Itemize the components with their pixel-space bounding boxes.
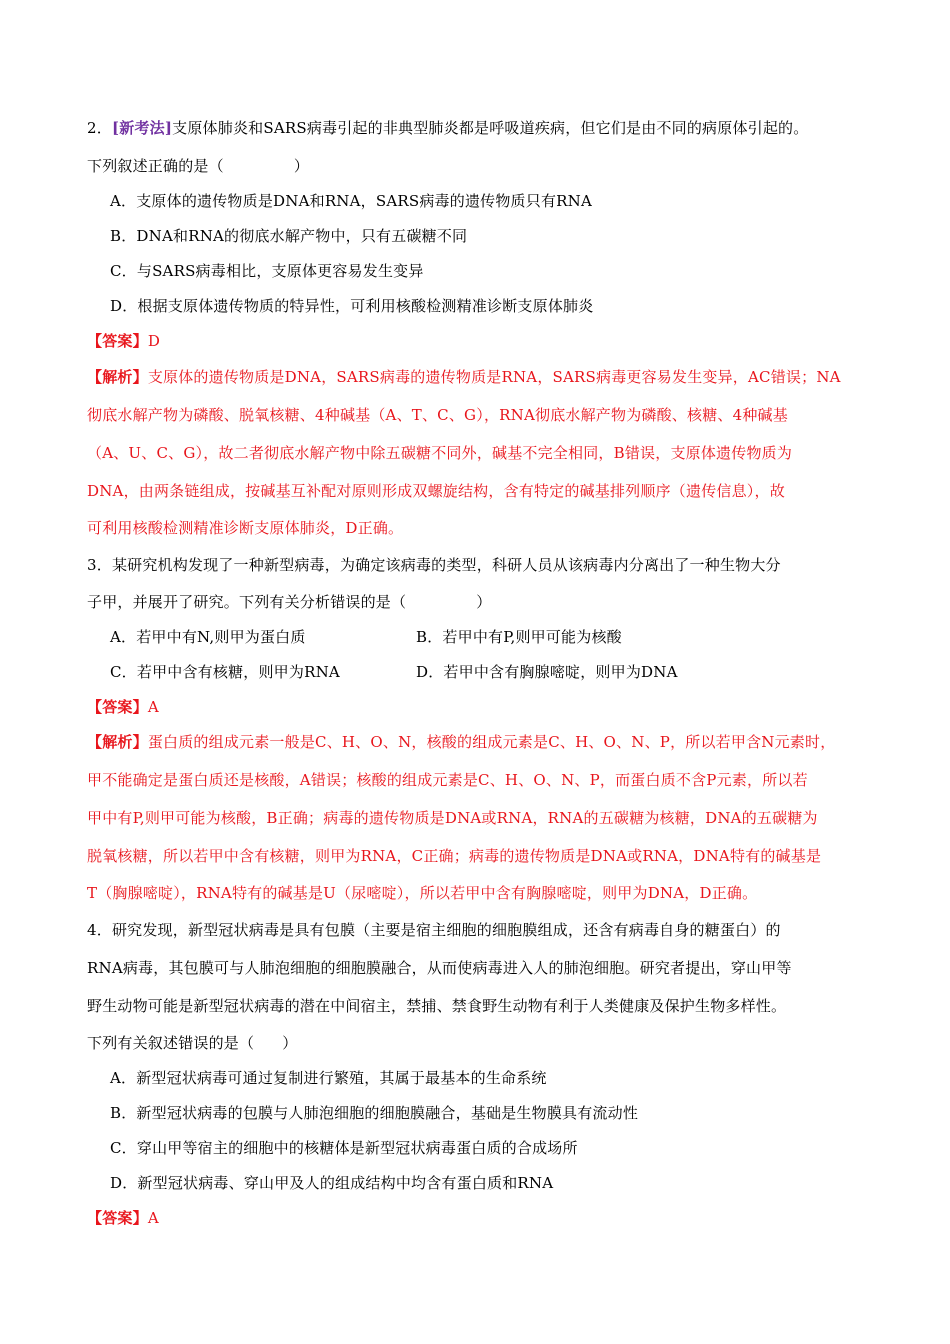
q4-stem-line2: RNA病毒，其包膜可与人肺泡细胞的细胞膜融合，从而使病毒进入人的肺泡细胞。研究者提出，穿山甲等: [87, 959, 792, 977]
q3-analysis-line4: 脱氧核糖，所以若甲中含有核糖，则甲为RNA，C正确；病毒的遗传物质是DNA或RNA，DNA特有的碱基是: [87, 847, 822, 865]
q4-option-b: B．新型冠状病毒的包膜与人肺泡细胞的细胞膜融合，基础是生物膜具有流动性: [110, 1104, 639, 1122]
q2-analysis-line5: 可利用核酸检测精准诊断支原体肺炎，D正确。: [87, 519, 404, 537]
q3-option-d: D．若甲中含有胸腺嘧啶，则甲为DNA: [416, 663, 678, 681]
analysis-text: 蛋白质的组成元素一般是C、H、O、N，核酸的组成元素是C、H、O、N、P，所以若甲含N元素时，: [147, 733, 836, 751]
q4-stem-close: ）: [282, 1034, 298, 1052]
q2-answer: [87, 331, 160, 351]
q2-stem-text: 支原体肺炎和SARS病毒引起的非典型肺炎都是呼吸道疾病，但它们是由不同的病原体引起的。: [172, 119, 809, 137]
q2-number: 2．: [87, 119, 112, 137]
q4-stem-line3: 野生动物可能是新型冠状病毒的潜在中间宿主，禁捕、禁食野生动物有利于人类健康及保护生物多样性。: [87, 997, 787, 1015]
q3-stem-text-2: 子甲，并展开了研究。下列有关分析错误的是（: [87, 593, 407, 611]
q4-stem-line4: [87, 1033, 297, 1053]
q2-analysis-line4: DNA，由两条链组成，按碱基互补配对原则形成双螺旋结构，含有特定的碱基排列顺序（遗传信息），故: [87, 482, 785, 500]
q3-analysis-line1: [87, 732, 835, 752]
q3-option-a: A．若甲中有N,则甲为蛋白质: [110, 628, 306, 646]
analysis-text: 支原体的遗传物质是DNA，SARS病毒的遗传物质是RNA，SARS病毒更容易发生变异，AC错误；NA: [147, 368, 841, 386]
q4-option-d: D．新型冠状病毒、穿山甲及人的组成结构中均含有蛋白质和RNA: [110, 1174, 554, 1192]
q4-option-c: C．穿山甲等宿主的细胞中的核糖体是新型冠状病毒蛋白质的合成场所: [110, 1139, 578, 1157]
answer-value: A: [147, 698, 159, 716]
q2-analysis-line1: [87, 367, 841, 387]
q3-stem-close: ）: [476, 593, 492, 611]
q2-option-a: A．支原体的遗传物质是DNA和RNA，SARS病毒的遗传物质只有RNA: [110, 192, 592, 210]
q3-option-c: C．若甲中含有核糖，则甲为RNA: [110, 663, 340, 681]
q3-options-row2: [110, 662, 830, 682]
q4-answer: [87, 1208, 159, 1228]
q2-stem-close: ）: [293, 157, 310, 175]
q3-analysis-line2: 甲不能确定是蛋白质还是核酸，A错误；核酸的组成元素是C、H、O、N、P，而蛋白质不含P元素，所以若: [87, 771, 808, 789]
q2-analysis-line2: 彻底水解产物为磷酸、脱氧核糖、4种碱基（A、T、C、G），RNA彻底水解产物为磷酸、核糖、4种碱基: [87, 406, 788, 424]
answer-tag: 【答案】: [87, 1209, 148, 1227]
answer-value: A: [147, 1209, 159, 1227]
q3-stem-line2: [87, 592, 491, 612]
q2-option-d: D．根据支原体遗传物质的特异性，可利用核酸检测精准诊断支原体肺炎: [110, 297, 594, 315]
q4-option-a: A．新型冠状病毒可通过复制进行繁殖，其属于最基本的生命系统: [110, 1069, 547, 1087]
q2-stem-line1: [87, 118, 808, 138]
q4-stem-line1: [87, 920, 781, 940]
q3-option-b: B．若甲中有P,则甲可能为核酸: [416, 628, 622, 646]
q2-stem-line2: [87, 156, 309, 176]
answer-tag: 【答案】: [87, 698, 148, 716]
q3-number: 3．: [87, 556, 112, 574]
q3-analysis-line3: 甲中有P,则甲可能为核酸，B正确；病毒的遗传物质是DNA或RNA，RNA的五碳糖为核糖，DNA的五碳糖为: [87, 809, 818, 827]
q2-analysis-line3: （A、U、C、G），故二者彻底水解产物中除五碳糖不同外，碱基不完全相同，B错误，支原体遗传物质为: [87, 444, 793, 462]
answer-value: D: [147, 332, 161, 350]
q4-number: 4．: [87, 921, 112, 939]
q2-new-method-tag: [新考法]: [111, 119, 173, 137]
q3-options-row1: [110, 627, 830, 647]
q2-stem-text-2: 下列叙述正确的是（: [87, 157, 224, 175]
q3-stem-text: 某研究机构发现了一种新型病毒，为确定该病毒的类型，科研人员从该病毒内分离出了一种生物大分: [111, 556, 781, 574]
q4-stem-text-4: 下列有关叙述错误的是（: [87, 1034, 255, 1052]
analysis-tag: 【解析】: [87, 368, 148, 386]
analysis-tag: 【解析】: [87, 733, 148, 751]
q2-option-b: B．DNA和RNA的彻底水解产物中，只有五碳糖不同: [110, 227, 468, 245]
q3-stem-line1: [87, 555, 781, 575]
q2-option-c: C．与SARS病毒相比，支原体更容易发生变异: [110, 262, 424, 280]
q4-stem-text: 研究发现，新型冠状病毒是具有包膜（主要是宿主细胞的细胞膜组成，还含有病毒自身的糖蛋白）的: [111, 921, 781, 939]
q3-analysis-line5: T（胸腺嘧啶），RNA特有的碱基是U（尿嘧啶），所以若甲中含有胸腺嘧啶，则甲为DNA，D正确。: [87, 884, 758, 902]
answer-tag: 【答案】: [87, 332, 148, 350]
q3-answer: [87, 697, 159, 717]
